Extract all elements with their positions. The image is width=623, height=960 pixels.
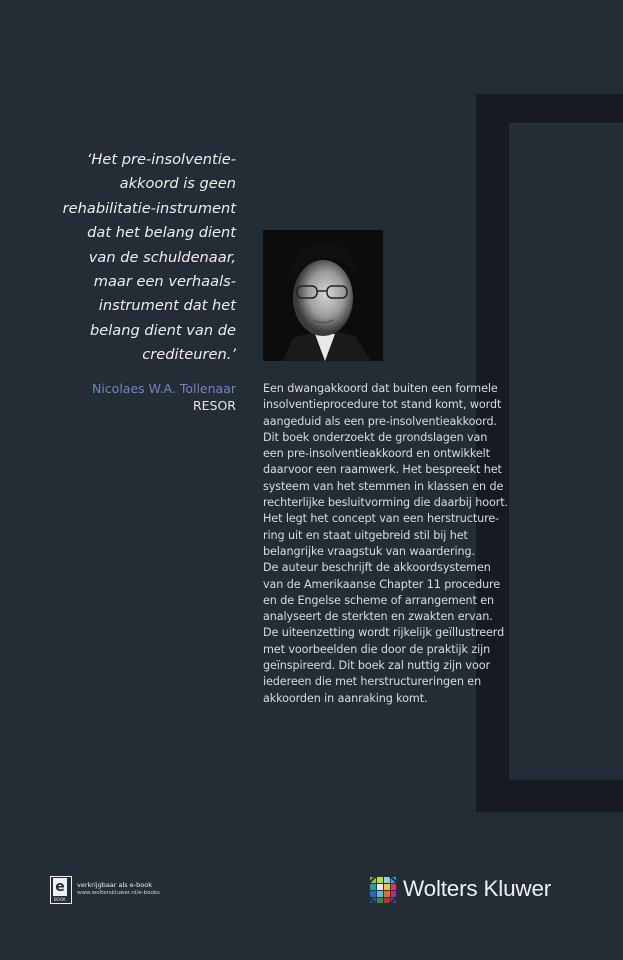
author-name: Nicolaes W.A. Tollenaar [91,381,236,396]
author-organization: RESOR [192,398,236,413]
ebook-icon: e BOOK [50,876,72,904]
publisher-name: Wolters Kluwer [403,876,552,901]
author-portrait [263,230,383,361]
wolters-kluwer-logo-icon [367,874,399,906]
book-description: Een dwangakkoord dat buiten een formele insolventieprocedure tot stand komt, wordt aangeduid als een pre-insolventieakkoord. Dit boek onderzoekt de grondslagen van een pre-insolventieakkoord en ontwikkelt daarvoor een raamwerk. Het bespreekt het systeem van het stemmen in klassen en de rechterlijke besluitvorming die daarbij hoort. Het legt het concept van een herstructure- ring uit en staat uitgebreid stil bij het belangrijke vraagstuk van waardering. De auteur beschrijft de akkoordsystemen van de Amerikaanse Chapter 11 procedure en de Engelse scheme of arrangement en analyseert de sterkten en zwakten ervan. De uiteenzetting wordt rijkelijk geïllustreerd met voorbeelden die door de praktijk zijn geïnspireerd. Dit boek zal nuttig zijn voor iedereen die met herstructureringen en akkoorden in aanraking komt. [263,382,508,705]
ebook-url: www.wolterskluwer.nl/e-books [77,890,160,896]
ebook-availability-text: verkrijgbaar als e-book [77,881,152,889]
ebook-badge [50,876,190,906]
pull-quote: ‘Het pre-insolventie- akkoord is geen rehabilitatie-instrument dat het belang dient van de schuldenaar, maar een verhaals- instrument dat het belang dient van de crediteuren.’ [62,151,236,364]
